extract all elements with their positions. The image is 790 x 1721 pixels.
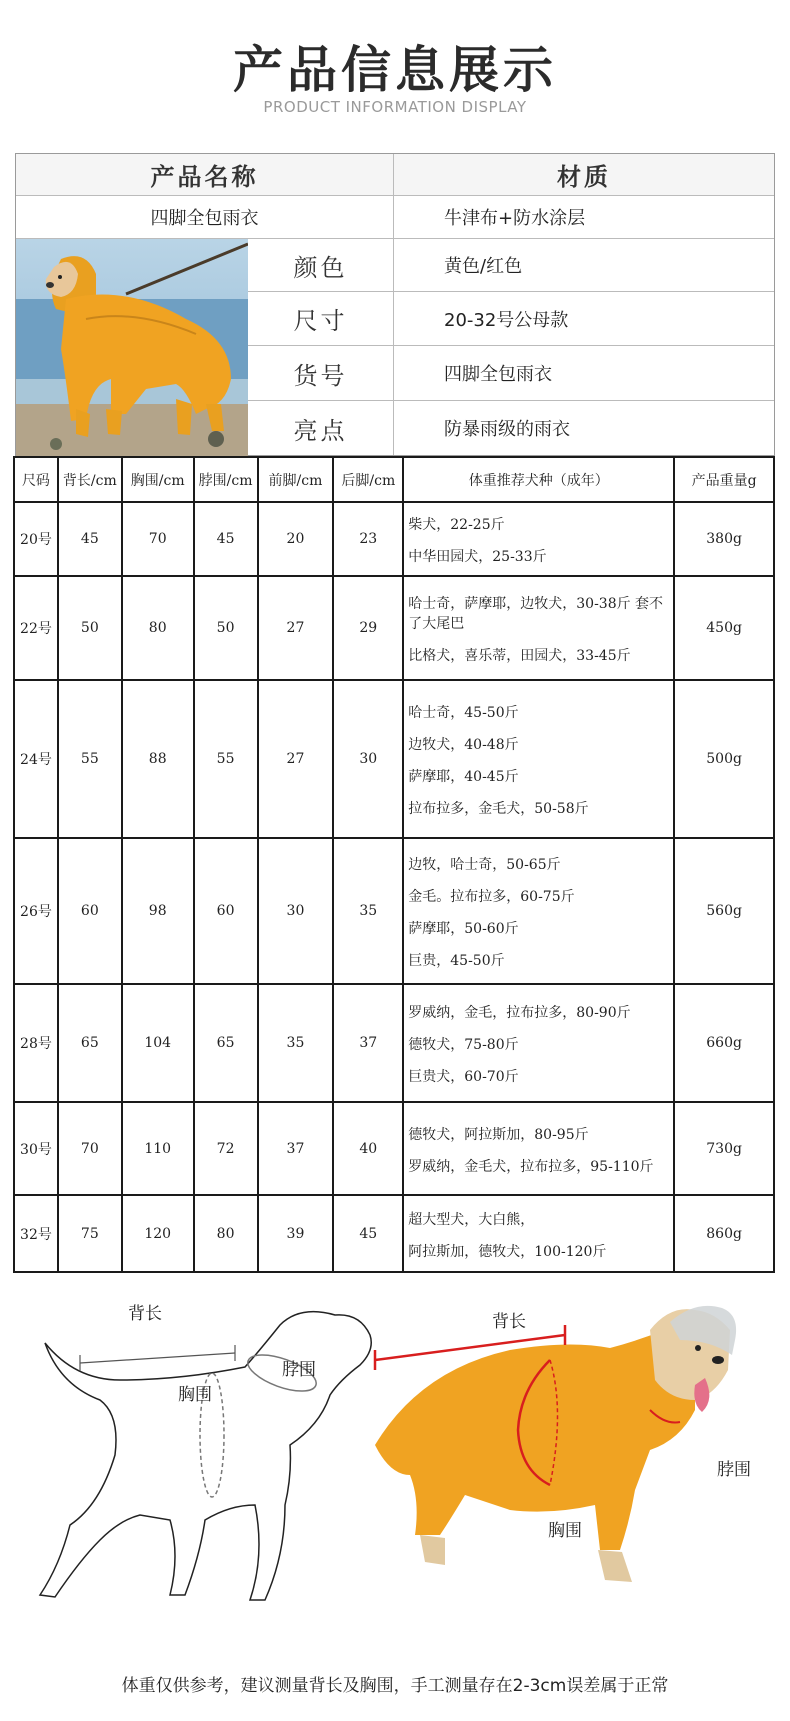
diagram-chest-label: 胸围: [178, 1385, 212, 1405]
size-cell-chest: 110: [122, 1102, 194, 1195]
footer-note: 体重仅供参考，建议测量背长及胸围，手工测量存在2-3cm误差属于正常: [121, 1676, 669, 1696]
size-cell-back: 75: [58, 1195, 122, 1272]
breed-line: 柴犬，22-25斤: [408, 517, 505, 533]
size-cell-weight: 660g: [674, 984, 774, 1102]
product-info-table: [15, 153, 775, 456]
info-value-sku: 四脚全包雨衣: [394, 346, 774, 401]
product-name-value: 四脚全包雨衣: [16, 196, 394, 239]
page-subtitle: PRODUCT INFORMATION DISPLAY: [263, 98, 527, 116]
size-cell-chest: 88: [122, 680, 194, 838]
size-cell-breeds: [403, 502, 674, 576]
size-cell-neck: 50: [194, 576, 258, 680]
size-cell-weight: 380g: [674, 502, 774, 576]
size-cell-size: 26号: [14, 838, 58, 984]
breed-line: 中华田园犬，25-33斤: [408, 549, 547, 565]
size-cell-size: 22号: [14, 576, 58, 680]
size-cell-back: 45: [58, 502, 122, 576]
size-cell-breeds: [403, 1102, 674, 1195]
size-chart-table: [13, 456, 775, 1273]
raincoat-dog-photo: [350, 1300, 780, 1640]
size-cell-rear: 29: [333, 576, 403, 680]
material-value: 牛津布+防水涂层: [394, 196, 774, 239]
size-cell-rear: 23: [333, 502, 403, 576]
size-cell-front: 35: [258, 984, 334, 1102]
info-value-highlight: 防暴雨级的雨衣: [444, 419, 570, 440]
size-cell-weight: 730g: [674, 1102, 774, 1195]
size-cell-breeds: [403, 838, 674, 984]
header-size: 尺码: [14, 457, 58, 502]
breed-line: 罗威纳，金毛，拉布拉多，80-90斤: [408, 1005, 631, 1021]
size-cell-rear: 35: [333, 838, 403, 984]
dog-measurement-diagram: [30, 1305, 390, 1645]
size-row: [14, 838, 774, 984]
size-cell-back: 60: [58, 838, 122, 984]
size-cell-chest: 120: [122, 1195, 194, 1272]
breed-line: 边牧，哈士奇，50-65斤: [408, 857, 561, 873]
photo-chest-label: 胸围: [548, 1521, 582, 1541]
breed-line: 阿拉斯加，德牧犬，100-120斤: [408, 1243, 607, 1260]
header-rear-leg: 后脚/cm: [333, 457, 403, 502]
size-cell-neck: 45: [194, 502, 258, 576]
size-cell-front: 30: [258, 838, 334, 984]
photo-neck-label: 脖围: [717, 1460, 751, 1480]
header-chest: 胸围/cm: [122, 457, 194, 502]
info-value-size: 20-32号公母款: [394, 292, 774, 346]
breed-line: 超大型犬，大白熊，: [408, 1211, 535, 1228]
size-cell-weight: 560g: [674, 838, 774, 984]
size-cell-back: 70: [58, 1102, 122, 1195]
breed-line: 罗威纳，金毛犬，拉布拉多，95-110斤: [408, 1158, 654, 1175]
size-cell-breeds: [403, 576, 674, 680]
info-header-name: 产品名称: [16, 154, 394, 196]
size-cell-chest: 70: [122, 502, 194, 576]
size-cell-chest: 98: [122, 838, 194, 984]
page-title: 产品信息展示: [233, 41, 557, 99]
size-cell-size: 32号: [14, 1195, 58, 1272]
size-cell-size: 20号: [14, 502, 58, 576]
breed-line: 比格犬，喜乐蒂，田园犬，33-45斤: [408, 648, 631, 664]
size-cell-back: 50: [58, 576, 122, 680]
size-row: [14, 1102, 774, 1195]
size-cell-neck: 80: [194, 1195, 258, 1272]
size-row: [14, 680, 774, 838]
size-cell-front: 20: [258, 502, 334, 576]
size-cell-weight: 860g: [674, 1195, 774, 1272]
photo-back-label: 背长: [492, 1312, 526, 1332]
size-cell-front: 27: [258, 680, 334, 838]
size-cell-breeds: [403, 984, 674, 1102]
size-cell-rear: 30: [333, 680, 403, 838]
size-cell-size: 24号: [14, 680, 58, 838]
info-label-highlight: 亮点: [248, 401, 394, 455]
header-front-leg: 前脚/cm: [258, 457, 334, 502]
header-weight: 产品重量g: [674, 457, 774, 502]
breed-line: 萨摩耶，50-60斤: [408, 921, 519, 937]
info-value-color: 黄色/红色: [394, 239, 774, 292]
breed-line: 巨贵，45-50斤: [408, 953, 505, 969]
size-cell-front: 37: [258, 1102, 334, 1195]
header-neck: 脖围/cm: [194, 457, 258, 502]
size-row: [14, 1195, 774, 1272]
breed-line: 哈士奇，45-50斤: [408, 705, 519, 721]
header-back: 背长/cm: [58, 457, 122, 502]
breed-line: 边牧犬，40-48斤: [408, 737, 519, 753]
size-cell-weight: 500g: [674, 680, 774, 838]
info-label-size: 尺寸: [248, 292, 394, 346]
size-row: [14, 984, 774, 1102]
size-cell-breeds: [403, 1195, 674, 1272]
size-cell-chest: 80: [122, 576, 194, 680]
size-cell-chest: 104: [122, 984, 194, 1102]
breed-line: 德牧犬，75-80斤: [408, 1037, 519, 1053]
size-row: [14, 576, 774, 680]
size-cell-breeds: [403, 680, 674, 838]
header-breeds: 体重推荐犬种（成年）: [403, 457, 674, 502]
size-cell-rear: 40: [333, 1102, 403, 1195]
size-cell-rear: 45: [333, 1195, 403, 1272]
product-photo: [16, 239, 248, 456]
info-label-color: 颜色: [248, 239, 394, 292]
size-cell-weight: 450g: [674, 576, 774, 680]
diagram-back-label: 背长: [128, 1304, 162, 1324]
breed-line: 巨贵犬，60-70斤: [408, 1069, 519, 1085]
breed-line: 金毛。拉布拉多，60-75斤: [408, 889, 575, 905]
size-cell-neck: 65: [194, 984, 258, 1102]
size-cell-back: 65: [58, 984, 122, 1102]
size-cell-neck: 60: [194, 838, 258, 984]
size-cell-neck: 55: [194, 680, 258, 838]
size-row: [14, 502, 774, 576]
size-table-header-row: [14, 457, 774, 502]
size-cell-neck: 72: [194, 1102, 258, 1195]
info-header-material: 材质: [394, 154, 774, 196]
size-cell-size: 28号: [14, 984, 58, 1102]
size-cell-rear: 37: [333, 984, 403, 1102]
size-cell-front: 27: [258, 576, 334, 680]
size-cell-back: 55: [58, 680, 122, 838]
size-cell-size: 30号: [14, 1102, 58, 1195]
breed-line: 拉布拉多，金毛犬，50-58斤: [408, 801, 589, 817]
breed-line: 德牧犬，阿拉斯加，80-95斤: [408, 1126, 589, 1143]
info-label-sku: 货号: [248, 346, 394, 401]
breed-line: 哈士奇，萨摩耶，边牧犬，30-38斤 套不了大尾巴: [408, 596, 664, 632]
diagram-neck-label: 脖围: [282, 1360, 316, 1380]
breed-line: 萨摩耶，40-45斤: [408, 769, 519, 785]
size-cell-front: 39: [258, 1195, 334, 1272]
